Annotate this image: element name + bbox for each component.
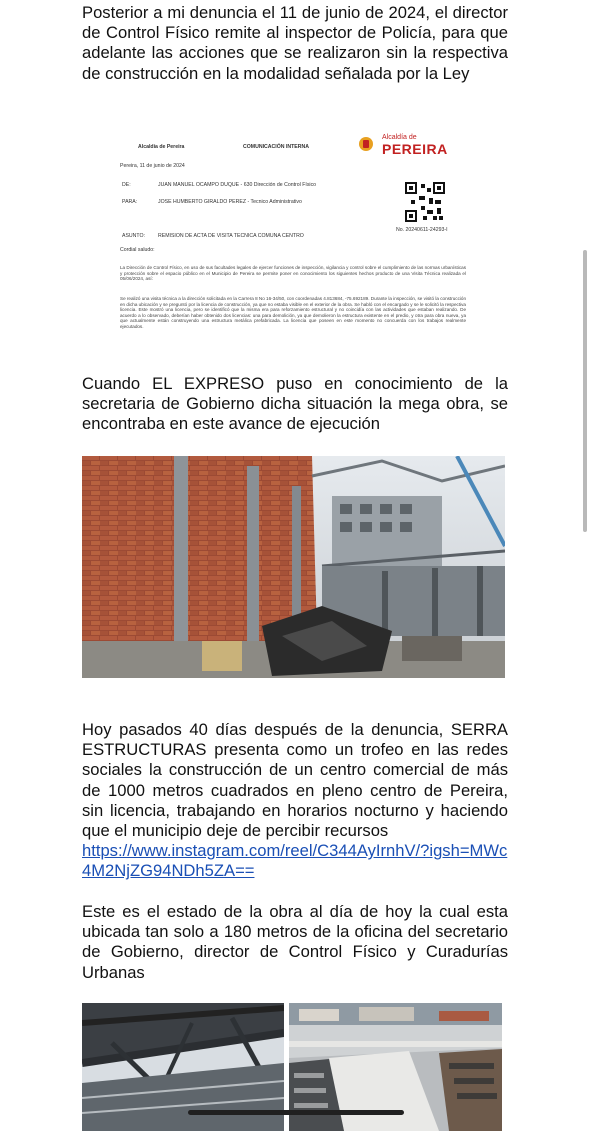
qr-code-icon	[405, 182, 445, 222]
memo-de-label: DE:	[122, 182, 131, 188]
logo-top-text: Alcaldía de	[382, 134, 417, 141]
memo-body-paragraph-2: Se realizó una visita técnica a la dirección solicitada en la Carrera 8 No 16-34/50, con coordenadas 4.813684, -75.692189. Durante la inspección, se visitó la construcción en dicha ubicación y se preguntó por la licencia de construcción, ya que no estaba visible en el exterior de la obra. Se habló con el encargado y se le solicitó la respectiva licencia. Este mostró una licencia, pero se identificó que la misma era para reforzamiento estructural y no coincidía con las actividades que estaban realizando. De acuerdo a lo observado, deberían haber obtenido dos licencias: una para demolición, ya que demolieron la estructura existente en el predio, y otra para obra nueva, ya que actualmente están construyendo una estructura metálica prefabricada. La licencia que poseen en este momento no concuerda con los trabajos realmente ejecutados.	[120, 296, 467, 329]
construction-photo-before	[82, 456, 505, 678]
memo-number: No. 20240611-24293-I	[396, 227, 448, 233]
memo-asunto-value: REMISION DE ACTA DE VISITA TECNICA COMUNA CENTRO	[158, 233, 304, 239]
memo-date: Pereira, 11 de junio de 2024	[120, 163, 185, 169]
memo-body-paragraph-1: La Dirección de Control Físico, en uso de sus facultades legales de ejercer funciones de inspección, vigilancia y control sobre el cumplimiento de las normas urbanísticas y protección sobre el espacio público en el Municipio de Pereira se permite poner en conocimiento los siguientes hechos producto de una Visita Técnica realizada el 05/06/2024, así:	[120, 265, 466, 281]
memo-header-left: Alcaldía de Pereira	[138, 144, 185, 150]
paragraph-expreso: Cuando EL EXPRESO puso en conocimiento de la secretaria de Gobierno dicha situación la mega obra, se encontraba en este avance de ejecución	[82, 374, 508, 434]
memo-para-label: PARA:	[122, 199, 138, 205]
pereira-logo	[356, 129, 462, 157]
memo-asunto-label: ASUNTO:	[122, 233, 145, 239]
memo-header-center: COMUNICACIÓN INTERNA	[243, 144, 309, 150]
paragraph-current-state: Este es el estado de la obra al día de hoy la cual esta ubicada tan solo a 180 metros de la oficina del secretario de Gobierno, director de Control Físico y Curadurías Urbanas	[82, 902, 508, 982]
paragraph-serra	[82, 720, 508, 882]
home-indicator[interactable]	[188, 1110, 404, 1115]
logo-name-text: PEREIRA	[382, 141, 448, 157]
memo-para-value: JOSE HUMBERTO GIRALDO PEREZ - Tecnico Administrativo	[158, 199, 302, 205]
paragraph-complaint: Posterior a mi denuncia el 11 de junio de 2024, el director de Control Físico remite al inspector de Policía, para que adelante las acciones que se realizaron sin la respectiva de construcción en la modalidad señalada por la Ley	[82, 3, 508, 83]
memo-de-value: JUAN MANUEL OCAMPO DUQUE - 630 Dirección de Control Físico	[158, 182, 317, 188]
scrollbar-thumb[interactable]	[583, 250, 587, 532]
paragraph-serra-text: Hoy pasados 40 días después de la denuncia, SERRA ESTRUCTURAS presenta como un trofeo en las redes sociales la construcción de un centro comercial de más de 1000 metros cuadrados en pleno centro de Pereira, sin licencia, trabajando en horarios nocturno y haciendo que el municipio deje de percibir recursos	[82, 720, 508, 841]
pereira-emblem-icon	[359, 137, 373, 151]
memo-document-image	[112, 126, 472, 361]
memo-greeting: Cordial saludo:	[120, 247, 155, 253]
instagram-reel-link[interactable]: https://www.instagram.com/reel/C344AyIrnhV/?igsh=MWc4M2NjZG94NDh5ZA==	[82, 841, 508, 881]
